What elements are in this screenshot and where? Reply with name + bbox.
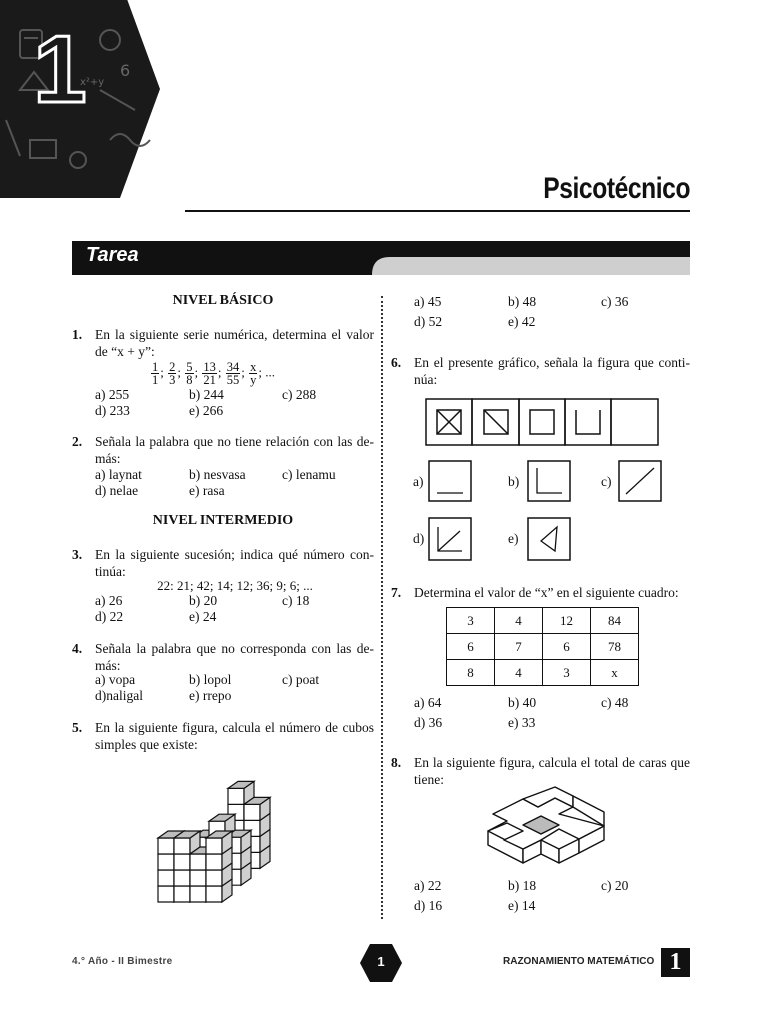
- level-basic-heading: NIVEL BÁSICO: [172, 293, 274, 308]
- svg-text:6: 6: [120, 61, 131, 80]
- option-c[interactable]: c) 288: [282, 387, 317, 402]
- option-a[interactable]: a): [413, 474, 424, 489]
- fraction-series: $\frac{1}{1}$ ; $\frac{2}{3}$ ; $\frac{5}{8}$ ; $\frac{13}{21}$ ; $\frac{34}{55}$ ; $\frac{x}{y}$ ; ...: [152, 360, 275, 387]
- question-5-options: [414, 294, 690, 328]
- option-d-figure[interactable]: [428, 517, 472, 561]
- cross-solid-figure: [483, 785, 609, 871]
- option-d[interactable]: d) 22: [95, 609, 124, 624]
- question-3-options: [95, 593, 375, 627]
- grid-cell: 8: [447, 660, 495, 686]
- section-bar: [72, 241, 690, 275]
- option-e[interactable]: e) 14: [508, 898, 536, 913]
- grid-cell: 78: [591, 634, 639, 660]
- number-grid: [446, 607, 639, 686]
- question-text: En el presente gráfico, señala la figura que conti-núa:: [414, 355, 690, 387]
- number-sequence: 22: 21; 42; 14; 12; 36; 9; 6; ...: [157, 578, 313, 593]
- option-c[interactable]: c) 18: [282, 593, 310, 608]
- option-c[interactable]: c): [601, 474, 612, 489]
- cube-face: [244, 804, 260, 820]
- svg-text:x²+y: x²+y: [80, 77, 105, 88]
- grid-cell: 6: [447, 634, 495, 660]
- option-d[interactable]: d) nelae: [95, 483, 139, 498]
- grid-cell: 4: [495, 660, 543, 686]
- cube-face: [174, 854, 190, 870]
- cube-face: [174, 870, 190, 886]
- option-b[interactable]: b) 40: [508, 695, 537, 710]
- option-e[interactable]: e) 24: [189, 609, 217, 624]
- option-a[interactable]: a) 26: [95, 593, 123, 608]
- option-a-figure[interactable]: [428, 460, 472, 502]
- option-a[interactable]: a) 45: [414, 294, 442, 309]
- question-text: En la siguiente figura, calcula el total de caras que tiene:: [414, 755, 690, 787]
- page-number: 1: [377, 954, 385, 969]
- column-divider: [381, 296, 383, 919]
- question-number: 3.: [72, 547, 83, 562]
- option-e[interactable]: e) 266: [189, 403, 224, 418]
- footer-unit-number: 1: [661, 948, 690, 977]
- option-b[interactable]: b) 48: [508, 294, 537, 309]
- question-7: [391, 584, 690, 601]
- question-number: 5.: [72, 720, 83, 735]
- question-text: En la siguiente serie numérica, determina el valor de “x + y”:: [95, 327, 374, 359]
- question-number: 7.: [391, 585, 402, 600]
- option-e[interactable]: e) rrepo: [189, 688, 232, 703]
- option-b[interactable]: b) nesvasa: [189, 467, 246, 482]
- question-8: [391, 754, 690, 788]
- question-text: En la siguiente sucesión; indica qué número con-tinúa:: [95, 547, 374, 579]
- cube-face: [190, 854, 206, 870]
- option-e[interactable]: e) rasa: [189, 483, 225, 498]
- section-label: Tarea: [86, 244, 139, 266]
- cube-face: [228, 788, 244, 804]
- question-number: 1.: [72, 327, 83, 342]
- option-a[interactable]: a) 64: [414, 695, 442, 710]
- option-c[interactable]: c) 36: [601, 294, 629, 309]
- cube-face: [206, 838, 222, 854]
- cube-face: [190, 870, 206, 886]
- question-number: 6.: [391, 355, 402, 370]
- question-5: [72, 719, 374, 753]
- cube-stack-figure: [150, 752, 300, 922]
- question-6: [391, 354, 690, 388]
- question-2-options: [95, 467, 375, 501]
- grid-cell: 84: [591, 608, 639, 634]
- cube-face: [174, 838, 190, 854]
- question-4-options: [95, 672, 375, 706]
- grid-cell: 4: [495, 608, 543, 634]
- question-text: Señala la palabra que no tiene relación con las de-más:: [95, 434, 374, 466]
- title-underline: [185, 210, 690, 212]
- grid-cell: 3: [447, 608, 495, 634]
- question-number: 8.: [391, 755, 402, 770]
- question-text: Señala la palabra que no corresponda con las de-más:: [95, 641, 374, 673]
- fraction: $\frac{x}{y}$: [250, 360, 257, 387]
- cube-face: [190, 886, 206, 902]
- grid-cell: 6: [543, 634, 591, 660]
- option-c[interactable]: c) lenamu: [282, 467, 336, 482]
- option-b[interactable]: b) 20: [189, 593, 218, 608]
- option-e-figure[interactable]: [527, 517, 571, 561]
- option-b[interactable]: b) 18: [508, 878, 537, 893]
- option-c[interactable]: c) 20: [601, 878, 629, 893]
- figure-sequence: [425, 398, 661, 446]
- option-e[interactable]: e) 42: [508, 314, 536, 329]
- fraction: $\frac{5}{8}$: [186, 360, 193, 387]
- option-e[interactable]: e): [508, 531, 519, 546]
- footer-subject: RAZONAMIENTO MATEMÁTICO: [503, 956, 655, 967]
- cube-face: [174, 886, 190, 902]
- question-3: [72, 546, 374, 580]
- unit-number: 1: [33, 16, 87, 123]
- option-d[interactable]: d) 36: [414, 715, 443, 730]
- cube-face: [206, 854, 222, 870]
- cube-face: [206, 886, 222, 902]
- option-b[interactable]: b): [508, 474, 520, 489]
- grid-cell: x: [591, 660, 639, 686]
- question-4: [72, 640, 374, 674]
- grid-cell: 7: [495, 634, 543, 660]
- cube-face: [158, 870, 174, 886]
- cube-face: [158, 854, 174, 870]
- option-d[interactable]: d) 16: [414, 898, 443, 913]
- cube-face: [158, 886, 174, 902]
- fraction: $\frac{34}{55}$: [226, 360, 240, 387]
- option-b[interactable]: b) lopol: [189, 672, 232, 687]
- option-d[interactable]: d) 233: [95, 403, 130, 418]
- question-1: [72, 326, 374, 360]
- option-a[interactable]: a) 255: [95, 387, 130, 402]
- option-e[interactable]: e) 33: [508, 715, 536, 730]
- grid-cell: 12: [543, 608, 591, 634]
- unit-hexagon-badge: [0, 0, 160, 198]
- option-a[interactable]: a) 22: [414, 878, 442, 893]
- question-text: En la siguiente figura, calcula el número de cubos simples que existe:: [95, 720, 374, 752]
- question-7-options: [414, 695, 690, 729]
- footer-grade: 4.° Año - II Bimestre: [72, 956, 173, 967]
- option-d[interactable]: d) 52: [414, 314, 443, 329]
- option-b[interactable]: b) 244: [189, 387, 224, 402]
- question-number: 2.: [72, 434, 83, 449]
- cube-face: [206, 870, 222, 886]
- question-8-options: [414, 878, 690, 912]
- option-a[interactable]: a) vopa: [95, 672, 136, 687]
- option-d[interactable]: d)naligal: [95, 688, 143, 703]
- question-2: [72, 433, 374, 467]
- cube-face: [158, 838, 174, 854]
- option-a[interactable]: a) laynat: [95, 467, 142, 482]
- page-title: Psicotécnico: [543, 172, 690, 205]
- option-c[interactable]: c) poat: [282, 672, 320, 687]
- option-c-figure[interactable]: [618, 460, 662, 502]
- fraction: $\frac{13}{21}$: [203, 360, 216, 387]
- question-1-options: [95, 387, 375, 421]
- question-text: Determina el valor de “x” en el siguiente cuadro:: [414, 585, 679, 600]
- question-number: 4.: [72, 641, 83, 656]
- fraction: $\frac{1}{1}$: [152, 360, 159, 387]
- grid-cell: 3: [543, 660, 591, 686]
- option-b-figure[interactable]: [527, 460, 571, 502]
- fraction: $\frac{2}{3}$: [169, 360, 176, 387]
- level-intermediate-heading: NIVEL INTERMEDIO: [152, 513, 294, 528]
- option-d[interactable]: d): [413, 531, 425, 546]
- option-c[interactable]: c) 48: [601, 695, 629, 710]
